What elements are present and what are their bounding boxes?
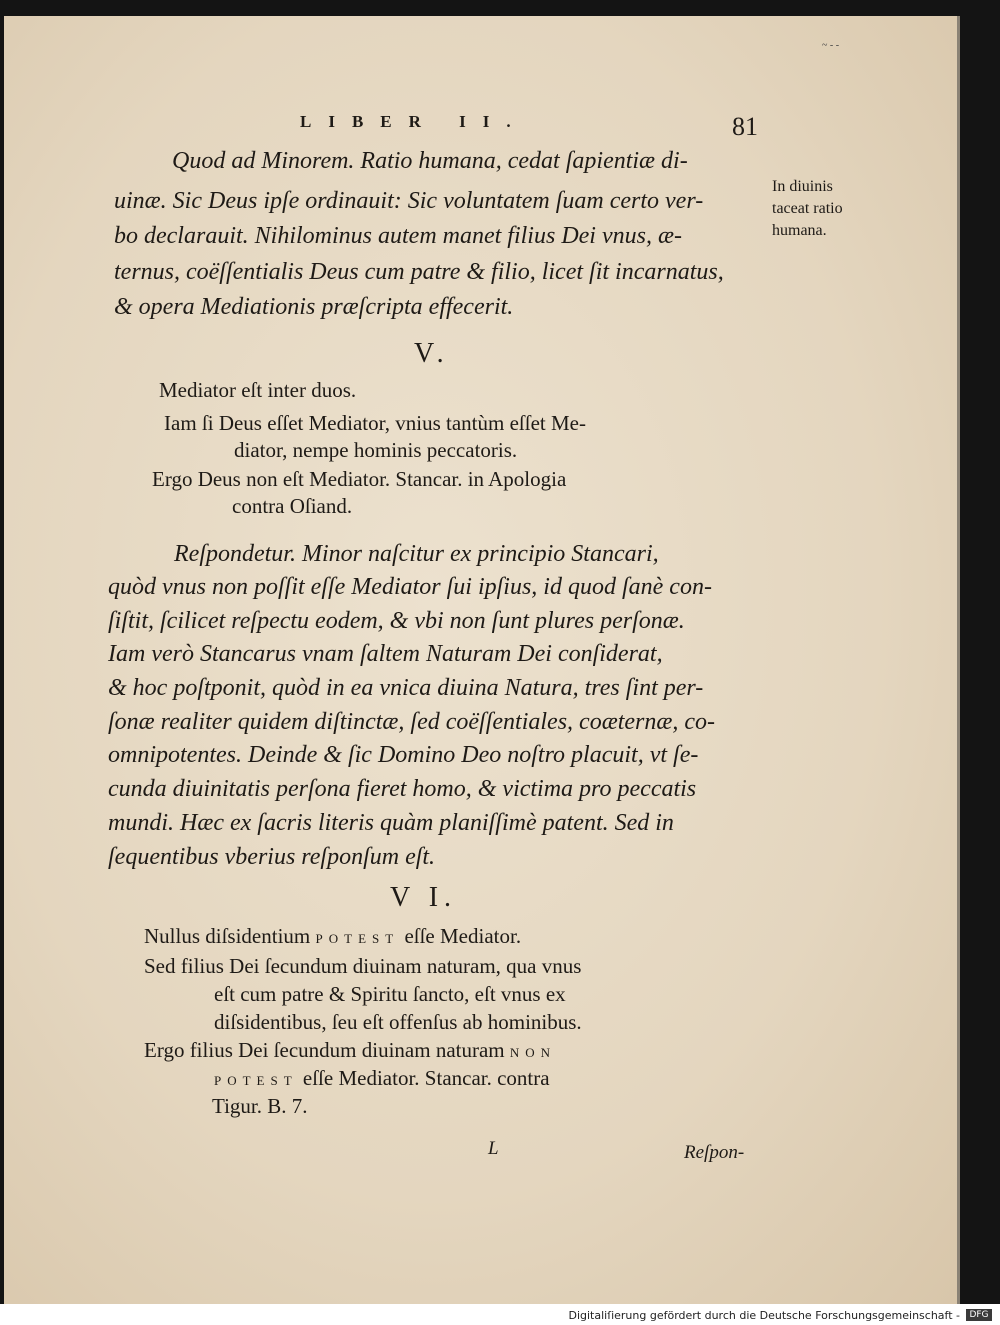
text-line: diſsidentibus, ſeu eſt offenſus ab hominibus. xyxy=(214,1010,582,1034)
text-line: contra Oſiand. xyxy=(232,494,353,518)
text-line: Reſpondetur. Minor naſcitur ex principio Stancari, xyxy=(174,541,659,567)
text-line: quòd vnus non poſſit eſſe Mediator ſui ipſius, id quod ſanè con- xyxy=(108,574,712,600)
text-line xyxy=(214,1066,550,1091)
text-line: cunda diuinitatis perſona fieret homo, & victima pro peccatis xyxy=(108,776,697,802)
margin-note xyxy=(772,176,843,242)
book-page xyxy=(4,16,960,1304)
footer-credit: Digitaliſierung gefördert durch die Deutsche Forschungsgemeinschaft - xyxy=(568,1309,960,1322)
text-line: uinæ. Sic Deus ipſe ordinauit: Sic voluntatem ſuam certo ver- xyxy=(114,188,704,214)
small-caps-word: NON xyxy=(509,1045,557,1060)
text-segment: eſſe Mediator. Stancar. contra xyxy=(302,1066,550,1090)
signature-mark: L xyxy=(488,1138,499,1159)
text-line: Iam ſi Deus eſſet Mediator, vnius tantùm eſſet Me- xyxy=(164,411,586,435)
dfg-logo-icon: DFG xyxy=(966,1309,992,1321)
margin-note-line: taceat ratio xyxy=(772,200,843,217)
edge-mark: ~ - - xyxy=(822,40,840,51)
margin-note-line: In diuinis xyxy=(772,178,833,195)
small-caps-word: POTEST xyxy=(214,1073,298,1088)
text-segment: eſſe Mediator. xyxy=(404,924,522,948)
text-line: diator, nempe hominis peccatoris. xyxy=(234,438,518,462)
text-line: ſonæ realiter quidem diſtinctæ, ſed coëſſentiales, coæternæ, co- xyxy=(108,709,716,735)
text-line: Ergo Deus non eſt Mediator. Stancar. in Apologia xyxy=(152,467,567,491)
page-number: 81 xyxy=(732,112,758,141)
text-line: Sed filius Dei ſecundum diuinam naturam, qua vnus xyxy=(144,954,582,978)
catchword: Reſpon- xyxy=(684,1142,745,1163)
text-line: ſiſtit, ſcilicet reſpectu eodem, & vbi non ſunt plures perſonæ. xyxy=(108,608,685,634)
text-segment: Ergo filius Dei ſecundum diuinam naturam xyxy=(144,1038,505,1062)
text-line: mundi. Hæc ex ſacris literis quàm planiſſimè patent. Sed in xyxy=(108,810,674,836)
section-numeral-5: V. xyxy=(414,338,450,369)
text-line: bo declarauit. Nihilominus autem manet filius Dei vnus, æ- xyxy=(114,223,682,249)
text-line: & opera Mediationis præſcripta effecerit. xyxy=(114,294,514,320)
small-caps-word: POTEST xyxy=(315,931,400,946)
text-segment: Nullus diſsidentium xyxy=(144,924,311,948)
text-line xyxy=(144,1038,556,1063)
text-line: Tigur. B. 7. xyxy=(212,1094,308,1118)
text-line: ſequentibus vberius reſponſum eſt. xyxy=(108,844,436,870)
margin-note-line: humana. xyxy=(772,222,827,239)
text-line xyxy=(144,924,521,949)
running-title: LIBER II. xyxy=(300,112,528,131)
text-line: Mediator eſt inter duos. xyxy=(159,378,357,402)
text-line: Quod ad Minorem. Ratio humana, cedat ſapientiæ di- xyxy=(172,148,688,174)
text-line: omnipotentes. Deinde & ſic Domino Deo noſtro placuit, vt ſe- xyxy=(108,742,699,768)
text-line: & hoc poſtponit, quòd in ea vnica diuina Natura, tres ſint per- xyxy=(108,675,704,701)
text-line: eſt cum patre & Spiritu ſancto, eſt vnus ex xyxy=(214,982,566,1006)
section-numeral-6: V I. xyxy=(390,882,458,913)
text-line: Iam verò Stancarus vnam ſaltem Naturam Dei conſiderat, xyxy=(108,641,663,667)
text-line: ternus, coëſſentialis Deus cum patre & filio, licet ſit incarnatus, xyxy=(114,259,724,285)
